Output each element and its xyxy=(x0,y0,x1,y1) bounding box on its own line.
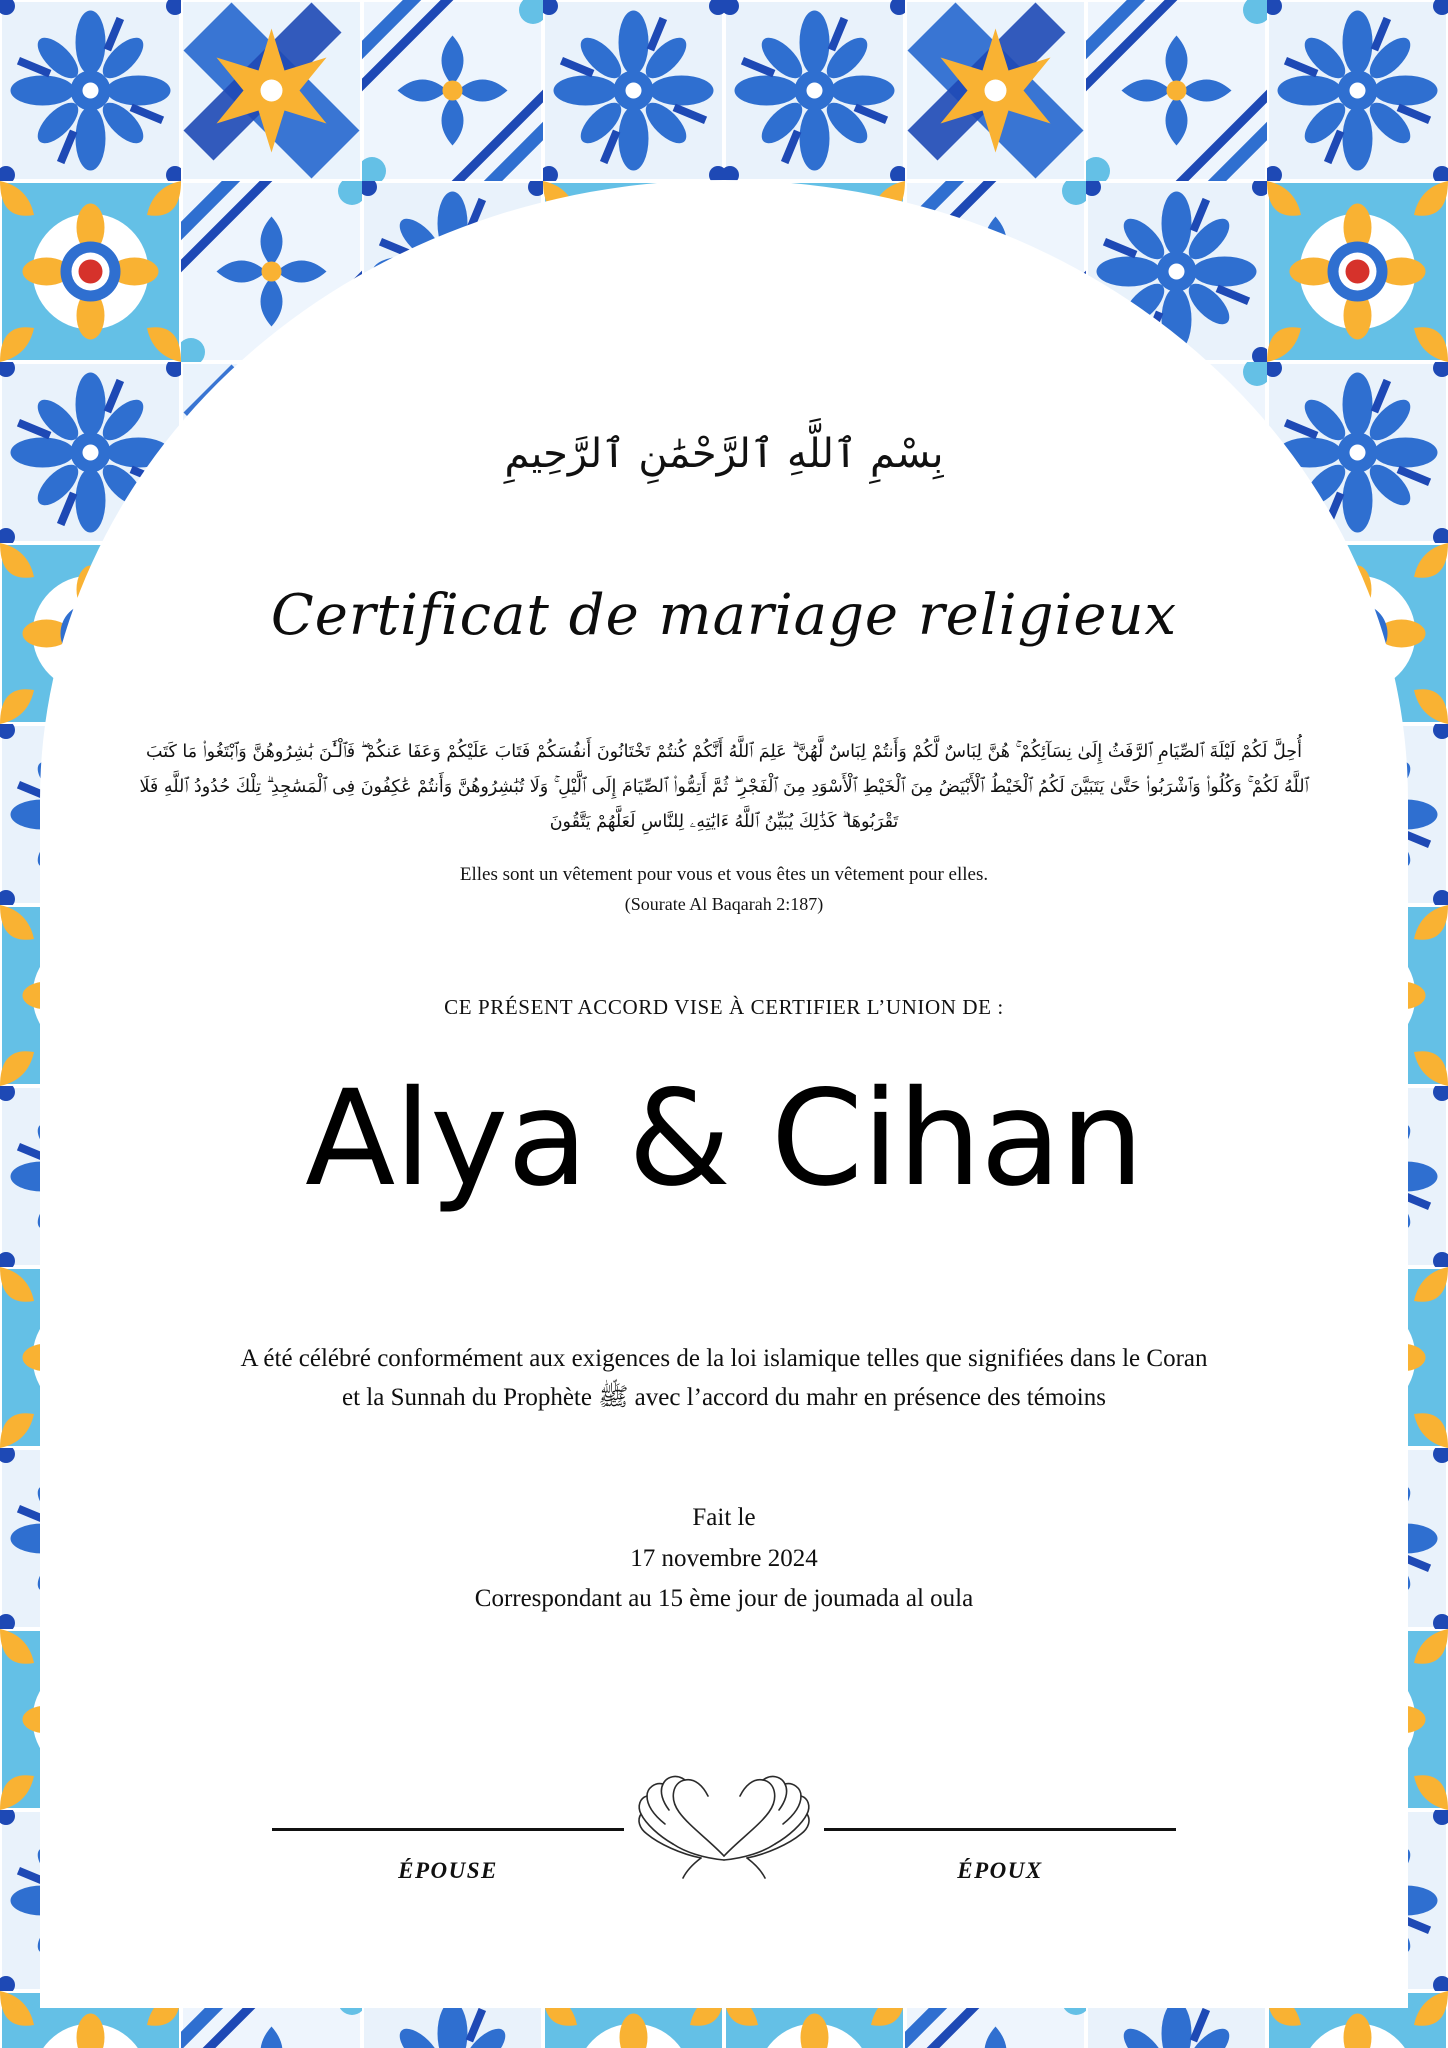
date-gregorian: 17 novembre 2024 xyxy=(630,1544,818,1572)
quran-verse-french: Elles sont un vêtement pour vous et vous êtes un vêtement pour elles. xyxy=(459,864,989,885)
signature-label-bride: ÉPOUSE xyxy=(398,1858,498,1883)
quran-verse-reference: (Sourate Al Baqarah 2:187) xyxy=(624,894,824,915)
celebration-statement xyxy=(114,1340,1334,1418)
celebration-statement-line-1: A été célébré conformément aux exigences de la loi islamique telles que signifiées dans le Coran xyxy=(240,1345,1208,1372)
union-statement-label: CE PRÉSENT ACCORD VISE À CERTIFIER L’UNION DE : xyxy=(444,995,1004,1019)
signature-label-groom: ÉPOUX xyxy=(957,1858,1043,1883)
couple-names: Alya & Cihan xyxy=(305,1062,1143,1216)
signature-line-groom[interactable] xyxy=(824,1828,1176,1831)
quran-verse-translation-block xyxy=(174,860,1274,919)
date-block xyxy=(174,1498,1274,1620)
quran-verse-arabic: أُحِلَّ لَكُمْ لَيْلَةَ ٱلصِّيَامِ ٱلرَّفَثُ إِلَىٰ نِسَآئِكُمْ ۚ هُنَّ لِبَاسٌ لَّكُمْ وَأَنتُمْ لِبَاسٌ لَّهُنَّ ۗ عَلِمَ ٱللَّهُ أَنَّكُمْ كُنتُمْ تَخْتَانُونَ أَنفُسَكُمْ فَتَابَ عَلَيْكُمْ وَعَفَا عَنكُمْ ۖ فَٱلْـَٰٔنَ بَٰشِرُوهُنَّ وَٱبْتَغُوا۟ مَا كَتَبَ ٱللَّهُ لَكُمْ ۚ وَكُلُوا۟ وَٱشْرَبُوا۟ حَتَّىٰ يَتَبَيَّنَ لَكُمُ ٱلْخَيْطُ ٱلْأَبْيَضُ مِنَ ٱلْخَيْطِ ٱلْأَسْوَدِ مِنَ ٱلْفَجْرِ ۖ ثُمَّ أَتِمُّوا۟ ٱلصِّيَامَ إِلَى ٱلَّيْلِ ۚ وَلَا تُبَٰشِرُوهُنَّ وَأَنتُمْ عَٰكِفُونَ فِى ٱلْمَسَٰجِدِ ۗ تِلْكَ حُدُودُ ٱللَّهِ فَلَا تَقْرَبُوهَا ۗ كَذَٰلِكَ يُبَيِّنُ ٱللَّهُ ءَايَٰتِهِۦ لِلنَّاسِ لَعَلَّهُمْ يَتَّقُونَ xyxy=(139,742,1309,832)
signature-line-bride[interactable] xyxy=(272,1828,624,1831)
date-label: Fait le xyxy=(692,1504,756,1531)
celebration-statement-line-2: et la Sunnah du Prophète ﷺ avec l’accord du mahr en présence des témoins xyxy=(342,1383,1106,1411)
basmala-calligraphy: بِسْمِ ٱللَّهِ ٱلرَّحْمَٰنِ ٱلرَّحِيمِ xyxy=(504,431,944,477)
heart-hands-icon xyxy=(629,1760,819,1880)
page-title: Certificat de mariage religieux xyxy=(270,583,1178,648)
date-hijri: Correspondant au 15 ème jour de joumada al oula xyxy=(474,1585,974,1612)
